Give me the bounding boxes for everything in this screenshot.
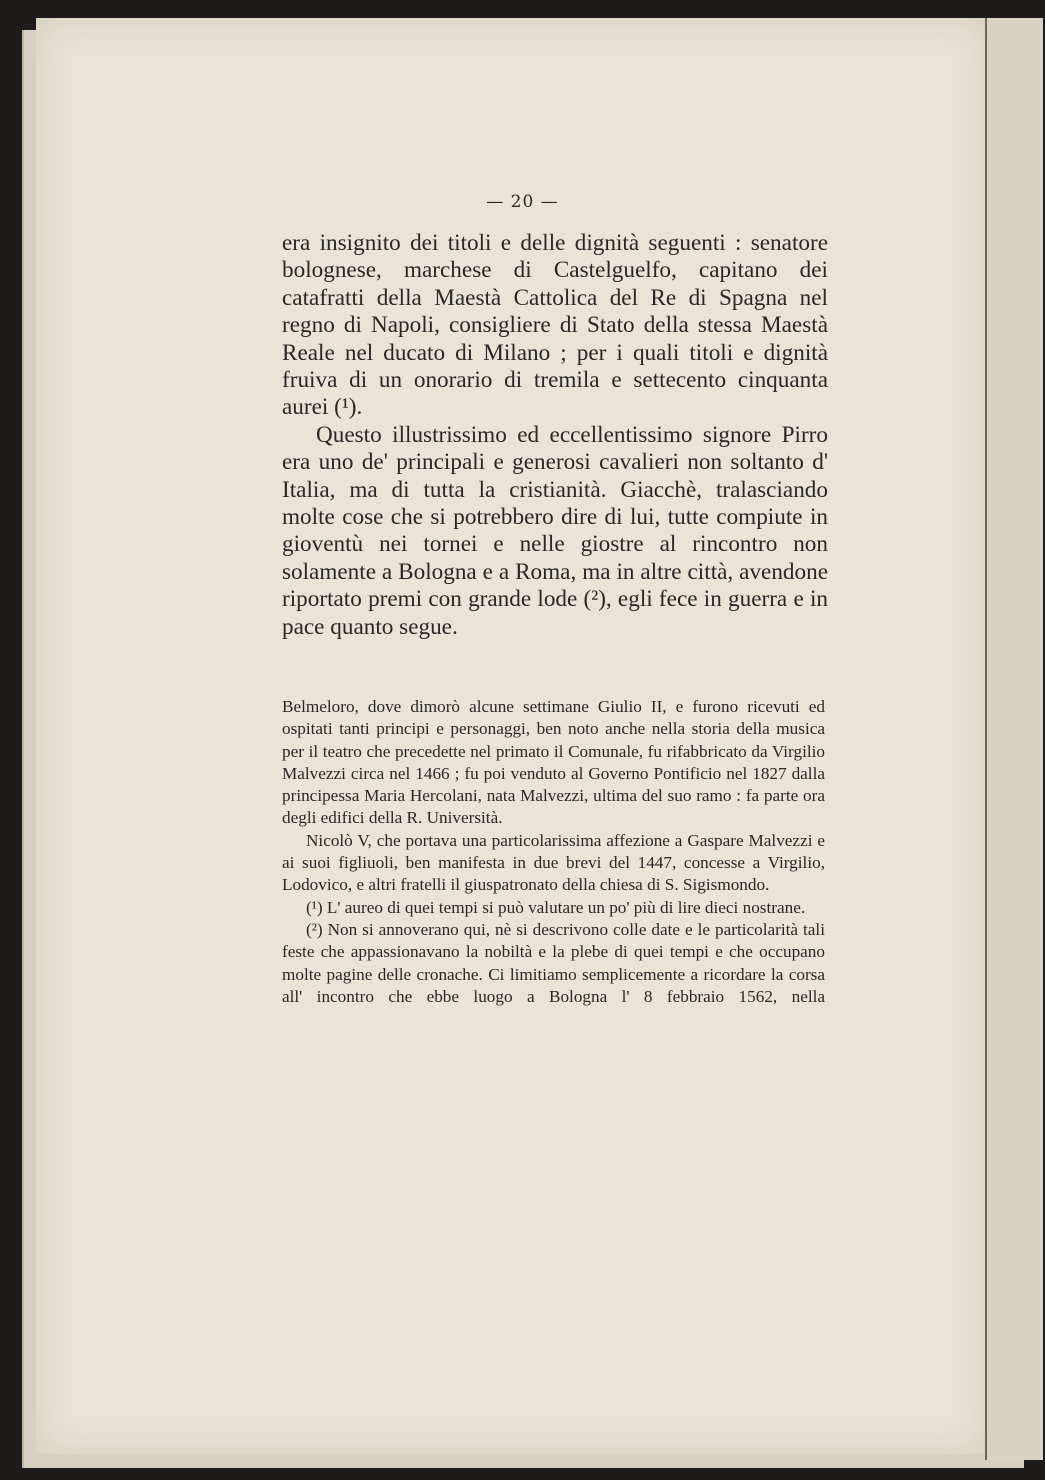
main-paragraph: era insignito dei titoli e delle dignità seguenti : senatore bolognese, marchese di Castelguelfo, capitano dei catafratti della Maestà Cattolica del Re di Spagna nel regno di Napoli, consigliere di Stato della stessa Maestà Reale nel ducato di Milano ; per i quali titoli e dignità fruiva di un onorario di tremila e settecento cinquanta aurei (¹). — [282, 230, 828, 421]
page-number: — 20 — — [486, 192, 559, 212]
facing-page-edge — [985, 18, 1043, 1460]
footnotes — [282, 696, 825, 1008]
footnote-paragraph: Nicolò V, che portava una particolarissima affezione a Gaspare Malvezzi e ai suoi figliuoli, ben manifesta in due brevi del 1447, concesse a Virgilio, Lodovico, e altri fratelli il giuspatronato della chiesa di S. Sigismondo. — [282, 830, 825, 895]
main-paragraph: Questo illustrissimo ed eccellentissimo signore Pirro era uno de' principali e generosi cavalieri non soltanto d' Italia, ma di tutta la cristianità. Giacchè, tralasciando molte cose che si potrebbero dire di lui, tutte compiute in gioventù nei tornei e nelle giostre al rincontro non solamente a Bologna e a Roma, ma in altre città, avendone riportato premi con grande lode (²), egli fece in guerra e in pace quanto segue. — [282, 421, 828, 640]
footnote-2: (²) Non si annoverano qui, nè si descrivono colle date e le particolarità tali feste che appassionavano la nobiltà e la plebe di quei tempi e che occupano molte pagine delle cronache. Ci limitiamo semplicemente a ricordare la corsa all' incontro che ebbe luogo a Bologna l' 8 febbraio 1562, nella — [282, 919, 825, 1006]
main-text — [282, 230, 828, 641]
footnote-1: (¹) L' aureo di quei tempi si può valutare un po' più di lire dieci nostrane. — [306, 897, 806, 917]
footnote-continuation: Belmeloro, dove dimorò alcune settimane Giulio II, e furono ricevuti ed ospitati tanti principi e personaggi, ben noto anche nella storia della musica per il teatro che precedette nel primato il Comunale, fu rifabbricato da Virgilio Malvezzi circa nel 1466 ; fu poi venduto al Governo Pontificio nel 1827 dalla principessa Maria Hercolani, nata Malvezzi, ultima del suo ramo : fa parte ora degli edifici della R. Università. — [282, 697, 825, 828]
